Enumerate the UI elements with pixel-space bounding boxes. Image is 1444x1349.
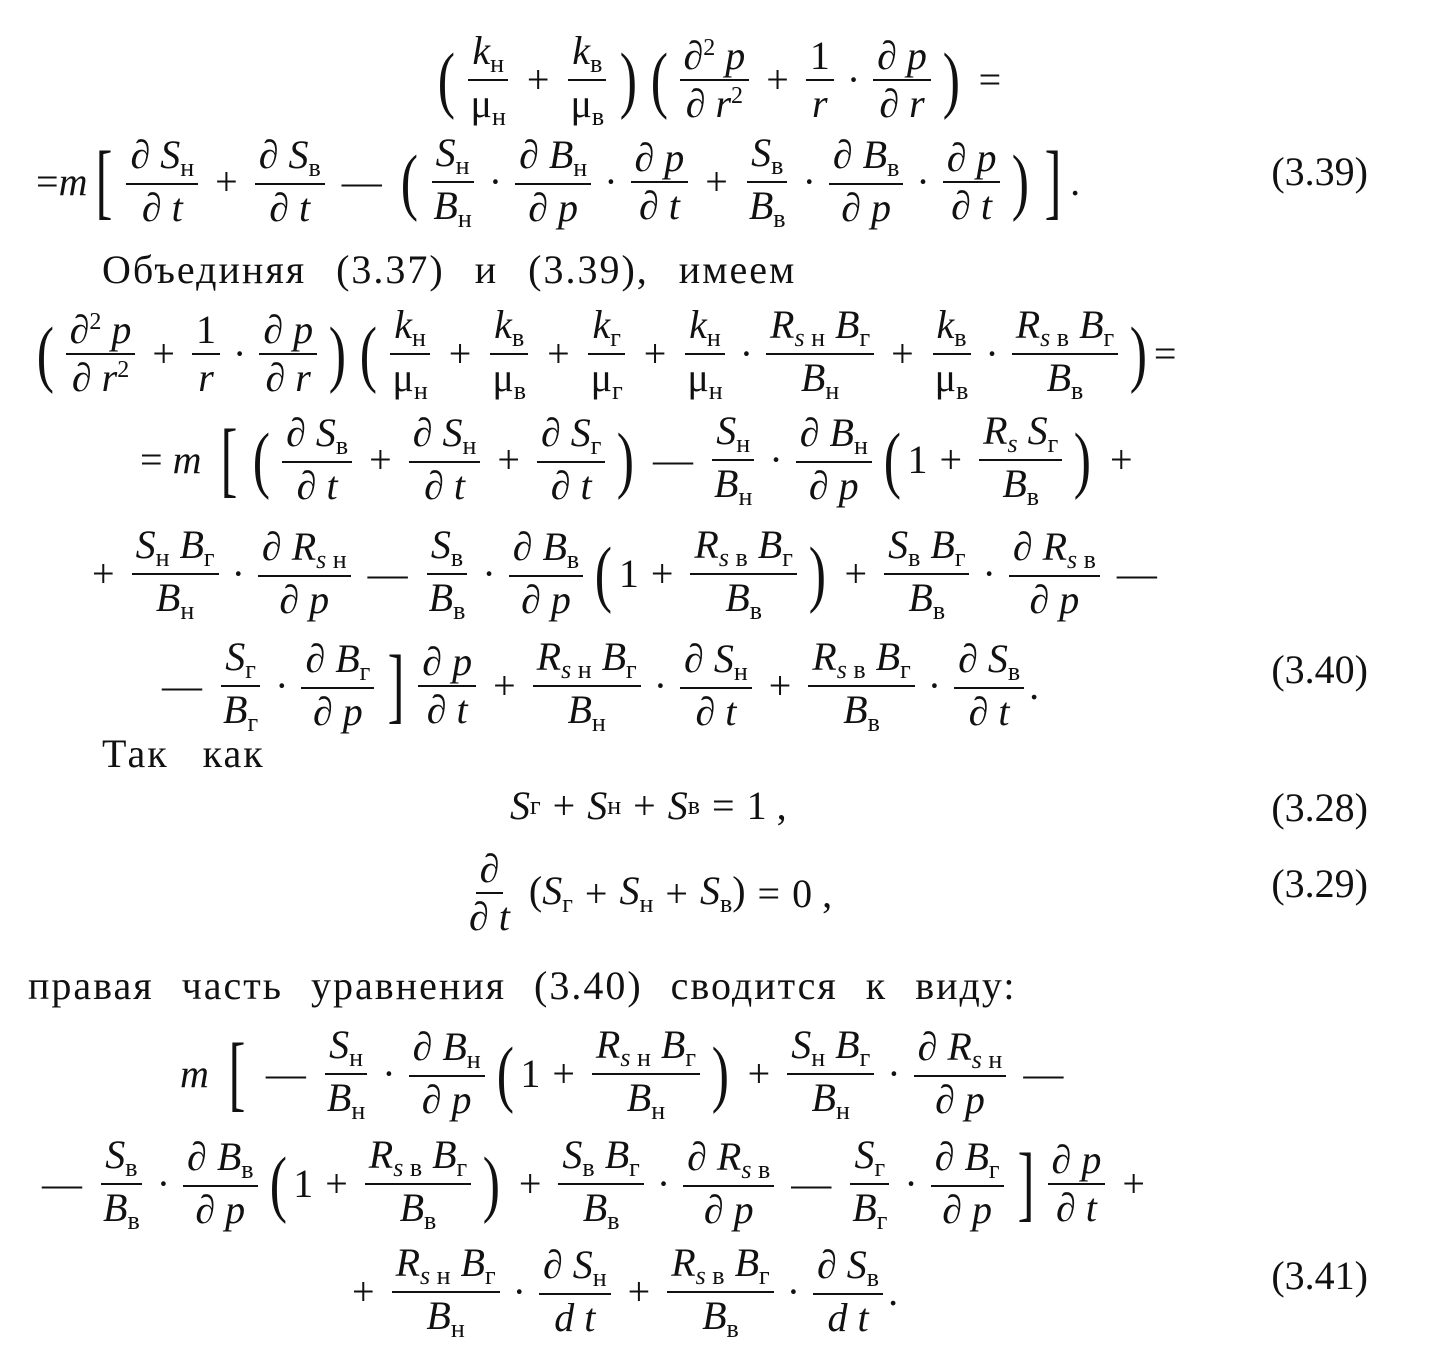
equation-3-41-line-2: — $\frac{S_в}{B_в}$ · $\frac{\partial B_в}{\partial p}$ ( 1 + $\frac{R_{s в} B_г}{B_в}$ ) + $\frac{S_в B_г}{B_в}$ · $\frac{\partial R_{s в}}{\partial p}$ — $\frac{S_г}{B_г}$ · $\frac{\partial B_г}{\partial p}$ ] $\frac{\partial p}{\partial t}$ + bbox=[42, 1132, 1145, 1235]
equation-3-40-line-2: = m [ ( $\frac{\partial S_в}{\partial t}$ + $\frac{\partial S_н}{\partial t}$ + $\frac{\partial S_г}{\partial t}$ ) — $\frac{S_н}{B_н}$ · $\frac{\partial B_н}{\partial p}$ ( 1 + $\frac{R_s S_г}{B_в}$ ) + bbox=[140, 408, 1133, 511]
equation-3-28: S г + S н + S в = 1 , bbox=[510, 783, 787, 828]
equation-3-40-line-4: — $\frac{S_г}{B_г}$ · $\frac{\partial B_г}{\partial p}$ ] $\frac{\partial p}{\partial t}$ + $\frac{R_{s н} B_г}{B_н}$ · $\frac{\partial S_н}{\partial t}$ + $\frac{R_{s в} B_г}{B_в}$ · $\frac{\partial S_в}{\partial t}$ . bbox=[162, 634, 1040, 737]
equation-3-39-rhs: =m [ $\frac{\partial S_н}{\partial t}$ + $\frac{\partial S_в}{\partial t}$ — ( $\frac{S_н}{B_н}$ · $\frac{\partial B_н}{\partial p}$ · $\frac{\partial p}{\partial t}$ + $\frac{S_в}{B_в}$ · $\frac{\partial B_в}{\partial p}$ · $\frac{\partial p}{\partial t}$ ) ] . bbox=[36, 130, 1081, 233]
prose-rhs-reduces: правая часть уравнения (3.40) сводится к виду: bbox=[28, 963, 1017, 1008]
equation-number-3-40: (3.40) bbox=[1271, 647, 1368, 692]
equation-3-29: $\frac{\partial}{\partial t}$ ($S_г$ + $S_н$ + $S_в$) = 0 , bbox=[469, 846, 833, 939]
equation-3-40-line-3: + $\frac{S_н B_г}{B_н}$ · $\frac{\partial R_{s н}}{\partial p}$ — $\frac{S_в}{B_в}$ · $\frac{\partial B_в}{\partial p}$ ( 1 + $\frac{R_{s в} B_г}{B_в}$ ) + $\frac{S_в B_г}{B_в}$ · $\frac{\partial R_{s в}}{\partial p}$ — bbox=[92, 522, 1157, 625]
equation-3-41-line-3: + $\frac{R_{s н} B_г}{B_н}$ · $\frac{\partial S_н}{\text{d t}}$ + $\frac{R_{s в} B_г}{B_в}$ · $\frac{\partial S_в}{\text{d t}}$ . bbox=[352, 1240, 899, 1343]
equation-3-41-line-1: m [ — $\frac{S_н}{B_н}$ · $\frac{\partial B_н}{\partial p}$ ( 1 + $\frac{R_{s н} B_г}{B_н}$ ) + $\frac{S_н B_г}{B_н}$ · $\frac{\partial R_{s н}}{\partial p}$ — bbox=[180, 1022, 1064, 1125]
equation-3-40-lhs: ( $\frac{\partial^2 p}{\partial r^2}$ + $\frac{1}{r}$ · $\frac{\partial p}{\partial r}$ ) ( $\frac{k_н}{\mu_н}$ + $\frac{k_в}{\mu_в}$ + $\frac{k_г}{\mu_г}$ + $\frac{k_н}{\mu_н}$ · $\frac{R_{s н} B_г}{B_н}$ + $\frac{k_в}{\mu_в}$ · $\frac{R_{s в} B_г}{B_в}$ ) = bbox=[36, 302, 1177, 405]
equation-number-3-29: (3.29) bbox=[1271, 861, 1368, 906]
prose-since: Так как bbox=[102, 731, 265, 776]
equation-number-3-39: (3.39) bbox=[1271, 149, 1368, 194]
equation-number-3-28: (3.28) bbox=[1271, 785, 1368, 830]
prose-combining: Объединяя (3.37) и (3.39), имеем bbox=[102, 247, 797, 292]
equation-number-3-41: (3.41) bbox=[1271, 1253, 1368, 1298]
equation-3-39-lhs: ( $\frac{k_н}{\mu_н}$ + $\frac{k_в}{\mu_в}$ ) ( $\frac{\partial^2 p}{\partial r^2}$ + $\frac{1}{r}$ · $\frac{\partial p}{\partial r}$ ) = bbox=[437, 28, 1002, 131]
